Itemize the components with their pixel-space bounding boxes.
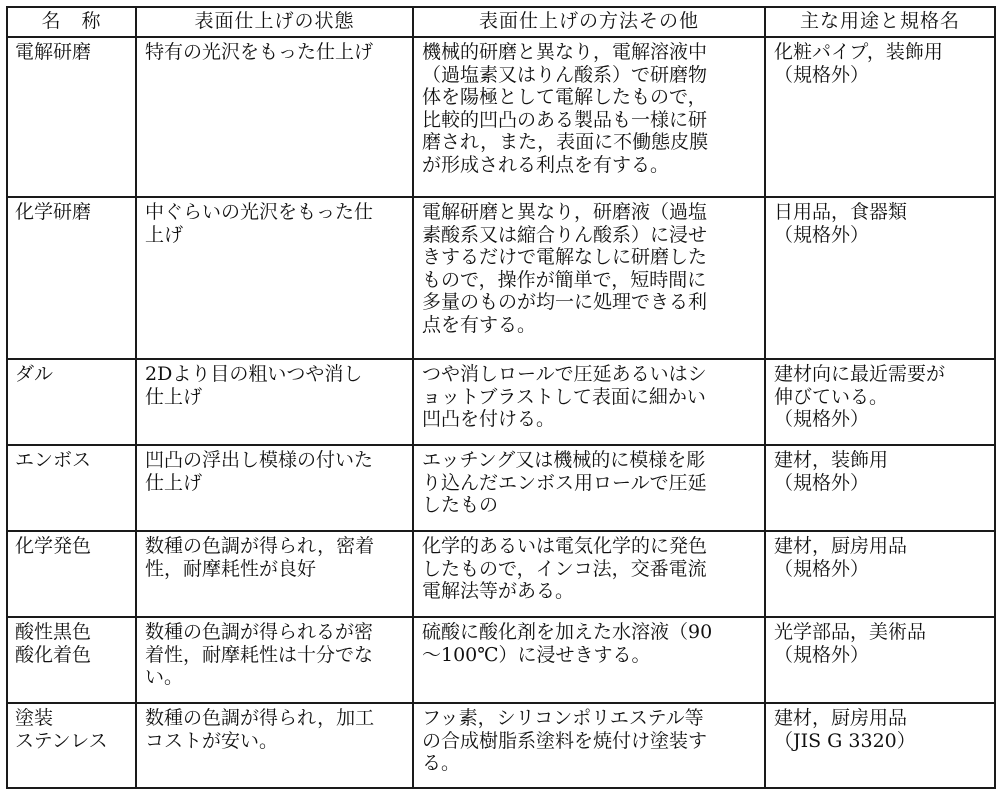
cell-text-line: が形成される利点を有する。 (422, 153, 670, 176)
cell-state (136, 37, 413, 197)
cell-text-line: したもの (422, 494, 499, 516)
cell-text-line: （JIS G 3320） (774, 729, 916, 752)
cell-uses (765, 359, 995, 445)
cell-uses (765, 197, 995, 359)
cell-text-line: 素酸系又は縮合りん酸系）に浸せ (422, 223, 708, 246)
header-method: 表面仕上げの方法その他 (413, 7, 765, 37)
cell-text-line: （規格外） (774, 557, 870, 580)
cell-text-line: の合成樹脂系塗料を焼付け塗装す (422, 729, 708, 752)
header-uses: 主な用途と規格名 (765, 7, 995, 37)
table-row (7, 197, 995, 359)
table-row (7, 617, 995, 703)
cell-text-line: 数種の色調が得られるが密 (145, 621, 374, 643)
cell-text-line: きするだけで電解なしに研磨した (422, 246, 708, 268)
table-body (7, 37, 995, 788)
cell-text-line: （規格外） (774, 63, 870, 86)
cell-text-line: い。 (145, 666, 184, 688)
cell-text-line: ステンレス (15, 729, 108, 752)
cell-text-line: 磨され，また，表面に不働態皮膜 (422, 131, 709, 153)
cell-text-line: 仕上げ (145, 471, 203, 494)
cell-uses (765, 37, 995, 197)
cell-text-line: 数種の色調が得られ，加工 (145, 707, 375, 729)
cell-method (413, 445, 765, 531)
cell-state (136, 617, 413, 703)
cell-state (136, 703, 413, 788)
cell-text-line: り込んだエンボス用ロールで圧延 (422, 471, 707, 494)
cell-text-line: 機械的研磨と異なり，電解溶液中 (422, 41, 708, 63)
cell-text-line: 電解研磨 (15, 41, 92, 63)
cell-text-line: 酸性黒色 (15, 621, 92, 643)
cell-text-line: もので，操作が簡単で，短時間に (422, 268, 707, 291)
cell-text-line: つや消しロールで圧延あるいはシ (422, 363, 707, 385)
cell-text-line: 硫酸に酸化剤を加えた水溶液（90 (422, 621, 713, 643)
cell-uses (765, 531, 995, 617)
table-row (7, 445, 995, 531)
cell-text-line: 特有の光沢をもった仕上げ (145, 41, 374, 63)
cell-text-line: 化粧パイプ，装飾用 (774, 41, 943, 63)
cell-text-line: ョットブラストして表面に細かい (422, 385, 706, 408)
cell-name (7, 531, 136, 617)
cell-text-line: ダル (15, 363, 54, 385)
cell-name (7, 703, 136, 788)
cell-text-line: （規格外） (774, 408, 870, 430)
cell-text-line: 多量のものが均一に処理できる利 (422, 291, 708, 313)
cell-text-line: エンボス (15, 449, 92, 471)
cell-text-line: エッチング又は機械的に模様を彫 (422, 449, 706, 471)
cell-text-line: る。 (422, 752, 461, 774)
cell-method (413, 37, 765, 197)
cell-text-line: 性，耐摩耗性が良好 (145, 557, 317, 580)
cell-uses (765, 703, 995, 788)
cell-name (7, 37, 136, 197)
header-state: 表面仕上げの状態 (136, 7, 413, 37)
table-row (7, 531, 995, 617)
cell-text-line: 建材，厨房用品 (774, 707, 908, 729)
cell-text-line: したもので，インコ法，交番電流 (422, 557, 707, 580)
cell-text-line: 2Dより目の粗いつや消し (145, 363, 363, 385)
cell-text-line: 電解法等がある。 (422, 580, 575, 602)
cell-name (7, 617, 136, 703)
cell-text-line: 中ぐらいの光沢をもった仕 (145, 201, 374, 223)
cell-state (136, 531, 413, 617)
cell-text-line: （規格外） (774, 471, 870, 494)
surface-finish-table (6, 6, 996, 789)
cell-method (413, 359, 765, 445)
cell-text-line: ～100℃）に浸せきする。 (422, 643, 651, 666)
cell-text-line: 着性，耐摩耗性は十分でな (145, 643, 374, 666)
cell-text-line: 数種の色調が得られ，密着 (145, 535, 375, 557)
cell-name (7, 445, 136, 531)
cell-state (136, 197, 413, 359)
cell-text-line: フッ素，シリコンポリエステル等 (422, 707, 704, 729)
cell-text-line: 建材，装飾用 (774, 449, 889, 471)
table-row (7, 37, 995, 197)
cell-method (413, 703, 765, 788)
cell-text-line: （過塩素又はりん酸系）で研磨物 (422, 63, 708, 86)
cell-text-line: 化学的あるいは電気化学的に発色 (422, 535, 708, 557)
cell-text-line: 塗装 (15, 707, 54, 729)
table-row (7, 359, 995, 445)
cell-method (413, 531, 765, 617)
table-row (7, 703, 995, 788)
cell-state (136, 359, 413, 445)
cell-text-line: 建材，厨房用品 (774, 535, 908, 557)
cell-text-line: （規格外） (774, 223, 870, 246)
cell-text-line: コストが安い。 (145, 729, 279, 752)
cell-method (413, 197, 765, 359)
cell-text-line: 伸びている。 (774, 385, 889, 408)
cell-method (413, 617, 765, 703)
cell-name (7, 197, 136, 359)
cell-text-line: 酸化着色 (15, 643, 92, 666)
cell-text-line: 建材向に最近需要が (774, 363, 946, 385)
cell-text-line: 体を陽極として電解したもので， (422, 86, 707, 108)
cell-text-line: 光学部品，美術品 (774, 621, 927, 643)
cell-text-line: 仕上げ (145, 385, 203, 408)
cell-uses (765, 445, 995, 531)
cell-text-line: 凹凸を付ける。 (422, 408, 556, 430)
cell-text-line: 日用品，食器類 (774, 201, 908, 223)
cell-text-line: 上げ (145, 223, 184, 246)
header-name: 名 称 (7, 7, 136, 37)
cell-uses (765, 617, 995, 703)
cell-text-line: （規格外） (774, 643, 870, 666)
cell-text-line: 点を有する。 (422, 313, 537, 336)
cell-name (7, 359, 136, 445)
cell-state (136, 445, 413, 531)
cell-text-line: 化学研磨 (15, 201, 92, 223)
cell-text-line: 電解研磨と異なり，研磨液（過塩 (422, 201, 708, 223)
cell-text-line: 凹凸の浮出し模様の付いた (145, 449, 374, 471)
cell-text-line: 比較的凹凸のある製品も一様に研 (422, 108, 708, 131)
header-row (7, 7, 995, 37)
cell-text-line: 化学発色 (15, 535, 92, 557)
